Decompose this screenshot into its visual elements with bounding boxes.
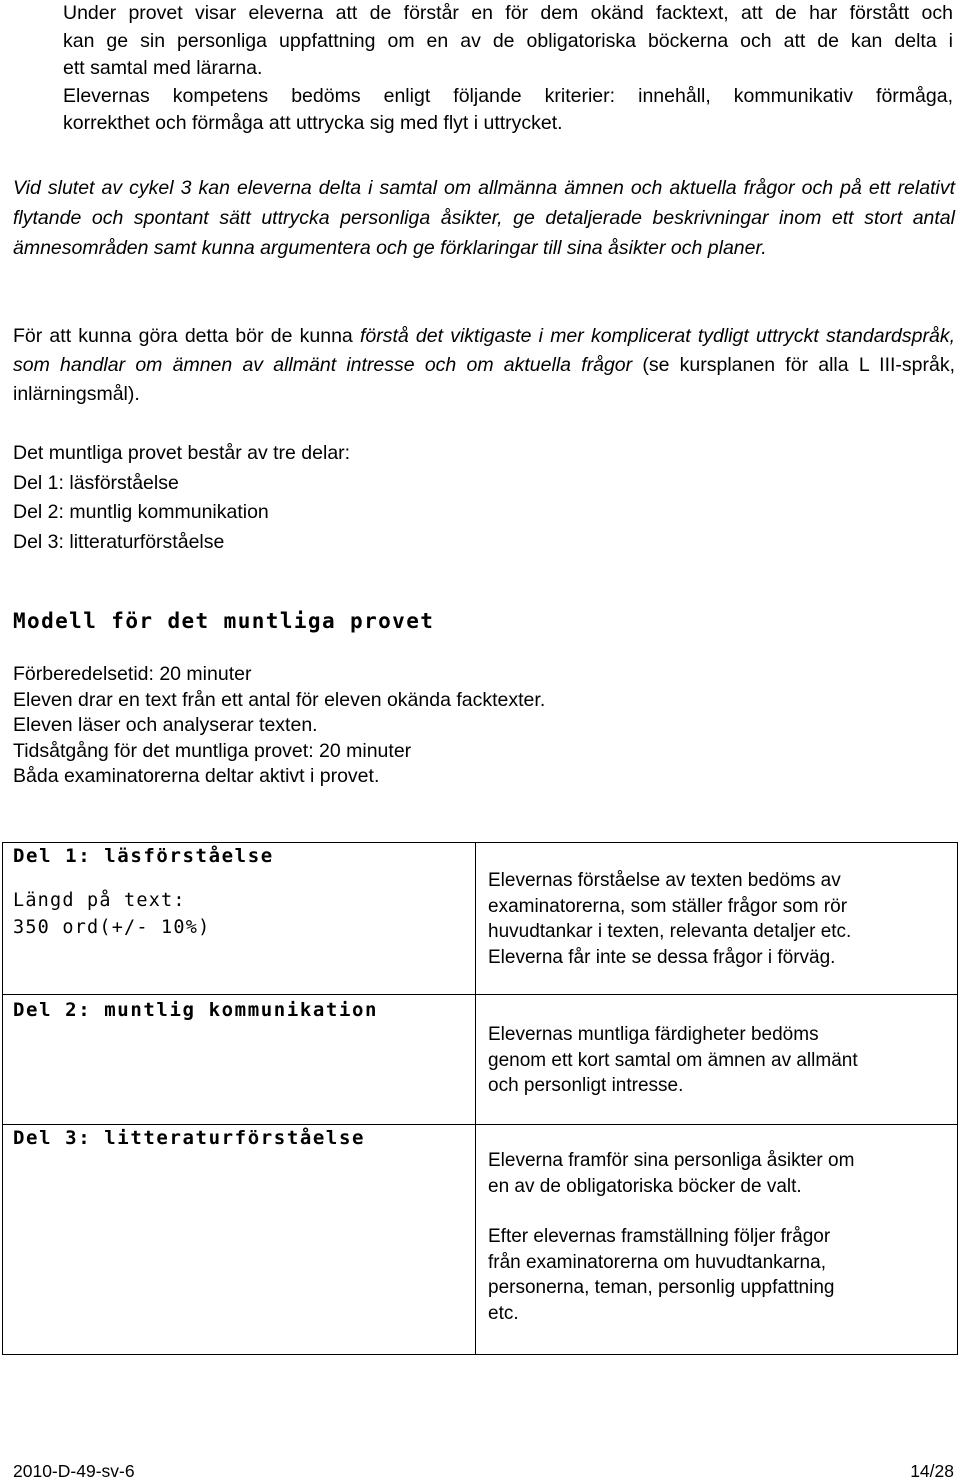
footer-doc-id: 2010-D-49-sv-6 bbox=[13, 1461, 135, 1481]
part3-left-cell bbox=[3, 1125, 476, 1355]
part1-length-label: Längd på text: bbox=[13, 890, 186, 911]
model-line: Eleven läser och analyserar texten. bbox=[13, 714, 318, 736]
part1-desc-line: Eleverna får inte se dessa frågor i förväg. bbox=[488, 946, 836, 968]
part3-desc-line: Eleverna framför sina personliga åsikter om bbox=[488, 1150, 855, 1171]
understanding-suffix: (se kursplanen för alla L III-språk, inlärningsmål). bbox=[13, 354, 955, 405]
part2-desc-line: genom ett kort samtal om ämnen av allmänt bbox=[488, 1049, 858, 1071]
part3-description bbox=[488, 1148, 957, 1199]
part1-desc-line: huvudtankar i texten, relevanta detaljer etc. bbox=[488, 921, 852, 942]
intro-paragraph bbox=[63, 0, 953, 138]
list-item: Del 3: litteraturförståelse bbox=[13, 530, 225, 553]
intro-line: Elevernas kompetens bedöms enligt följande kriterier: innehåll, kommunikativ förmåga, bbox=[63, 84, 953, 107]
part2-desc-line: och personligt intresse. bbox=[488, 1075, 684, 1096]
part2-left-cell bbox=[3, 995, 476, 1125]
footer-page-number: 14/28 bbox=[910, 1461, 954, 1481]
model-line: Förberedelsetid: 20 minuter bbox=[13, 663, 252, 685]
model-line: Eleven drar en text från ett antal för eleven okända facktexter. bbox=[13, 688, 546, 711]
part2-desc-line: Elevernas muntliga färdigheter bedöms bbox=[488, 1024, 819, 1045]
part3-followup bbox=[488, 1224, 957, 1326]
part3-title: Del 3: litteraturförståelse bbox=[13, 1127, 366, 1149]
intro-line: Under provet visar eleverna att de förstår en för dem okänd facktext, att de har förstått och bbox=[63, 2, 953, 24]
intro-line: korrekthet och förmåga att uttrycka sig med flyt i uttrycket. bbox=[63, 112, 563, 134]
part3-desc-line: en av de obligatoriska böcker de valt. bbox=[488, 1175, 802, 1197]
part1-title: Del 1: läsförståelse bbox=[13, 845, 274, 867]
part2-title: Del 2: muntlig kommunikation bbox=[13, 999, 379, 1021]
understanding-paragraph bbox=[13, 322, 955, 409]
list-item: Del 1: läsförståelse bbox=[13, 471, 179, 494]
exam-parts-table bbox=[2, 842, 958, 1355]
intro-line: kan ge sin personliga uppfattning om en av de obligatoriska böckerna och att de kan delta i bbox=[63, 29, 953, 52]
part2-description bbox=[488, 1022, 957, 1099]
model-line: Båda examinatorerna deltar aktivt i provet. bbox=[13, 765, 380, 787]
part1-desc-line: Elevernas förståelse av texten bedöms av bbox=[488, 870, 841, 891]
understanding-prefix: För att kunna göra detta bör de kunna bbox=[13, 325, 360, 347]
part2-right-cell bbox=[476, 995, 958, 1125]
understanding-italic: förstå det viktigaste i mer komplicerat tydligt uttryckt standardspråk, som handlar om ämnen av allmänt intresse och om aktuella frågor bbox=[13, 325, 955, 376]
intro-line: ett samtal med lärarna. bbox=[63, 57, 263, 79]
part3-followup-line: personerna, teman, personlig uppfattning bbox=[488, 1277, 835, 1298]
part3-right-cell bbox=[476, 1125, 958, 1355]
part1-left-cell bbox=[3, 843, 476, 995]
table-row bbox=[3, 1125, 958, 1355]
list-item: Del 2: muntlig kommunikation bbox=[13, 501, 269, 523]
table-row bbox=[3, 843, 958, 995]
model-heading: Modell för det muntliga provet bbox=[13, 609, 435, 633]
exam-parts-intro: Det muntliga provet består av tre delar: bbox=[13, 442, 351, 464]
part3-followup-line: etc. bbox=[488, 1302, 519, 1324]
part3-followup-line: från examinatorerna om huvudtankarna, bbox=[488, 1251, 826, 1273]
part1-description bbox=[488, 868, 957, 970]
exam-parts-list bbox=[13, 439, 350, 557]
part1-length-value: 350 ord(+/- 10%) bbox=[13, 917, 211, 938]
part1-desc-line: examinatorerna, som ställer frågor som rör bbox=[488, 895, 848, 917]
model-details bbox=[13, 662, 545, 790]
model-line: Tidsåtgång för det muntliga provet: 20 minuter bbox=[13, 739, 412, 762]
part1-right-cell bbox=[476, 843, 958, 995]
part3-followup-line: Efter elevernas framställning följer frågor bbox=[488, 1226, 831, 1247]
table-row bbox=[3, 995, 958, 1125]
cycle-paragraph: Vid slutet av cykel 3 kan eleverna delta i samtal om allmänna ämnen och aktuella frågor och på ett relativt flytande och spontant sätt uttrycka personliga åsikter, ge detaljerade beskrivningar inom ett stort antal ämnesområden samt kunna argumentera och ge förklaringar till sina åsikter och planer. bbox=[13, 177, 955, 259]
